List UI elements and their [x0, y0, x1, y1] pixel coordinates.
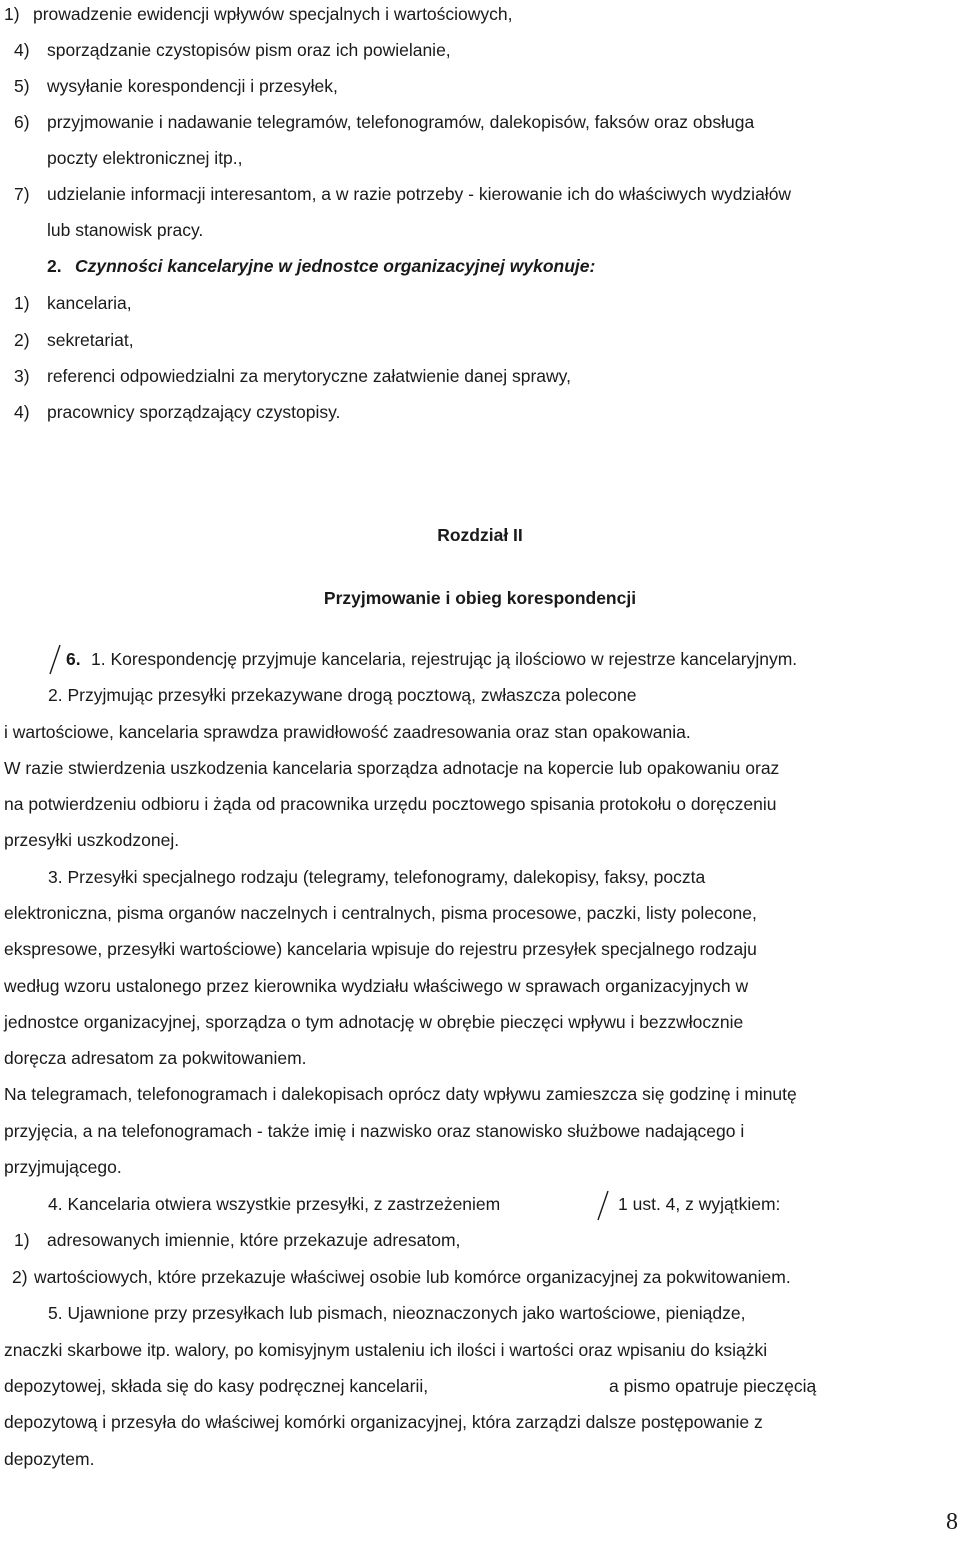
list-item [0, 1222, 960, 1258]
list-number: 1) [14, 293, 30, 313]
list-number: 4) [14, 402, 30, 422]
paragraph-line [0, 1404, 960, 1440]
list-text: przyjmowanie i nadawanie telegramów, telefonogramów, dalekopisów, faksów oraz obsługa [47, 112, 755, 132]
paragraph-line [0, 895, 960, 931]
paragraph-number: 2. [47, 256, 62, 276]
paragraph-text: 4. Kancelaria otwiera wszystkie przesyłki, z zastrzeżeniem [48, 1194, 501, 1214]
paragraph-line [0, 1186, 960, 1222]
paragraph-line [0, 1149, 960, 1185]
list-number: 1) [4, 4, 20, 24]
list-text: wartościowych, które przekazuje właściwej osobie lub komórce organizacyjnej za pokwitowaniem. [34, 1267, 791, 1287]
section-paragraph [0, 641, 960, 677]
list-text: prowadzenie ewidencji wpływów specjalnych i wartościowych, [33, 4, 513, 24]
list-text: sekretariat, [47, 330, 134, 350]
paragraph-text: znaczki skarbowe itp. walory, po komisyjnym ustaleniu ich ilości i wartości oraz wpisaniu do książki [4, 1340, 768, 1360]
list-item-continuation [0, 140, 960, 176]
paragraph-heading [0, 248, 960, 284]
list-item [0, 32, 960, 68]
paragraph-line [0, 1004, 960, 1040]
list-number: 5) [14, 76, 30, 96]
paragraph-text: przesyłki uszkodzonej. [4, 830, 180, 850]
paragraph-text: depozytową i przesyła do właściwej komórki organizacyjnej, która zarządzi dalsze postępowanie z [4, 1412, 763, 1432]
list-item [0, 1259, 960, 1295]
paragraph-text: 5. Ujawnione przy przesyłkach lub pismach, nieoznaczonych jako wartościowe, pieniądze, [48, 1303, 746, 1323]
page-number: 8 [946, 1509, 958, 1535]
list-item [0, 394, 960, 430]
list-number: 2) [12, 1267, 28, 1287]
paragraph-text: a pismo opatruje pieczęcią [609, 1376, 817, 1396]
list-item [0, 0, 960, 32]
paragraph-line [0, 677, 960, 713]
paragraph-line [0, 714, 960, 750]
paragraph-text: 2. Przyjmując przesyłki przekazywane drogą pocztową, zwłaszcza polecone [48, 685, 637, 705]
list-text: lub stanowisk pracy. [47, 220, 204, 240]
paragraph-line [0, 1368, 960, 1404]
paragraph-text: przyjęcia, a na telefonogramach - także imię i nazwisko oraz stanowisko służbowe nadającego i [4, 1121, 745, 1141]
list-number: 4) [14, 40, 30, 60]
paragraph-line [0, 859, 960, 895]
paragraph-line [0, 968, 960, 1004]
list-text: referenci odpowiedzialni za merytoryczne załatwienie danej sprawy, [47, 366, 571, 386]
paragraph-line [0, 822, 960, 858]
paragraph-line [0, 1040, 960, 1076]
list-text: poczty elektronicznej itp., [47, 148, 243, 168]
paragraph-text: 1 ust. 4, z wyjątkiem: [618, 1194, 781, 1214]
paragraph-line [0, 786, 960, 822]
chapter-subtitle: Przyjmowanie i obieg korespondencji [323, 588, 637, 608]
paragraph-heading-text: Czynności kancelaryjne w jednostce organizacyjnej wykonuje: [75, 256, 596, 276]
list-item [0, 322, 960, 358]
list-number: 2) [14, 330, 30, 350]
list-item [0, 176, 960, 212]
paragraph-text: na potwierdzeniu odbioru i żąda od pracownika urzędu pocztowego spisania protokołu o doręczeniu [4, 794, 777, 814]
paragraph-text: depozytem. [4, 1449, 95, 1469]
paragraph-line [0, 1113, 960, 1149]
paragraph-text: i wartościowe, kancelaria sprawdza prawidłowość zaadresowania oraz stan opakowania. [4, 722, 691, 742]
list-item [0, 68, 960, 104]
list-text: pracownicy sporządzający czystopisy. [47, 402, 341, 422]
paragraph-line [0, 1295, 960, 1331]
list-item [0, 285, 960, 321]
list-number: 6) [14, 112, 30, 132]
list-text: sporządzanie czystopisów pism oraz ich powielanie, [47, 40, 451, 60]
section-number: 6. [66, 649, 81, 669]
paragraph-text: Na telegramach, telefonogramach i dalekopisach oprócz daty wpływu zamieszcza się godzinę i minutę [4, 1084, 797, 1104]
paragraph-text: według wzoru ustalonego przez kierownika wydziału właściwego w sprawach organizacyjnych w [4, 976, 749, 996]
list-text: kancelaria, [47, 293, 132, 313]
paragraph-line [0, 1332, 960, 1368]
paragraph-text: 3. Przesyłki specjalnego rodzaju (telegramy, telefonogramy, dalekopisy, faksy, poczta [48, 867, 706, 887]
paragraph-line [0, 750, 960, 786]
chapter-title: Rozdział II [437, 525, 523, 545]
paragraph-text: jednostce organizacyjnej, sporządza o tym adnotację w obrębie pieczęci wpływu i bezzwłocznie [4, 1012, 744, 1032]
paragraph-text: depozytowej, składa się do kasy podręcznej kancelarii, [4, 1376, 429, 1396]
paragraph-line [0, 1076, 960, 1112]
list-text: adresowanych imiennie, które przekazuje adresatom, [47, 1230, 461, 1250]
paragraph-text: doręcza adresatom za pokwitowaniem. [4, 1048, 307, 1068]
paragraph-text: ekspresowe, przesyłki wartościowe) kancelaria wpisuje do rejestru przesyłek specjalnego rodzaju [4, 939, 757, 959]
list-item-continuation [0, 212, 960, 248]
paragraph-text: przyjmującego. [4, 1157, 122, 1177]
list-text: udzielanie informacji interesantom, a w razie potrzeby - kierowanie ich do właściwych wydziałów [47, 184, 792, 204]
paragraph-line [0, 1441, 960, 1477]
list-number: 1) [14, 1230, 30, 1250]
list-text: wysyłanie korespondencji i przesyłek, [47, 76, 338, 96]
paragraph-line [0, 931, 960, 967]
list-number: 7) [14, 184, 30, 204]
list-item [0, 104, 960, 140]
list-item [0, 358, 960, 394]
list-number: 3) [14, 366, 30, 386]
paragraph-text: elektroniczna, pisma organów naczelnych i centralnych, pisma procesowe, paczki, listy polecone, [4, 903, 757, 923]
paragraph-text: 1. Korespondencję przyjmuje kancelaria, rejestrując ją ilościowo w rejestrze kancelaryjnym. [91, 649, 798, 669]
paragraph-text: W razie stwierdzenia uszkodzenia kancelaria sporządza adnotacje na kopercie lub opakowaniu oraz [4, 758, 780, 778]
